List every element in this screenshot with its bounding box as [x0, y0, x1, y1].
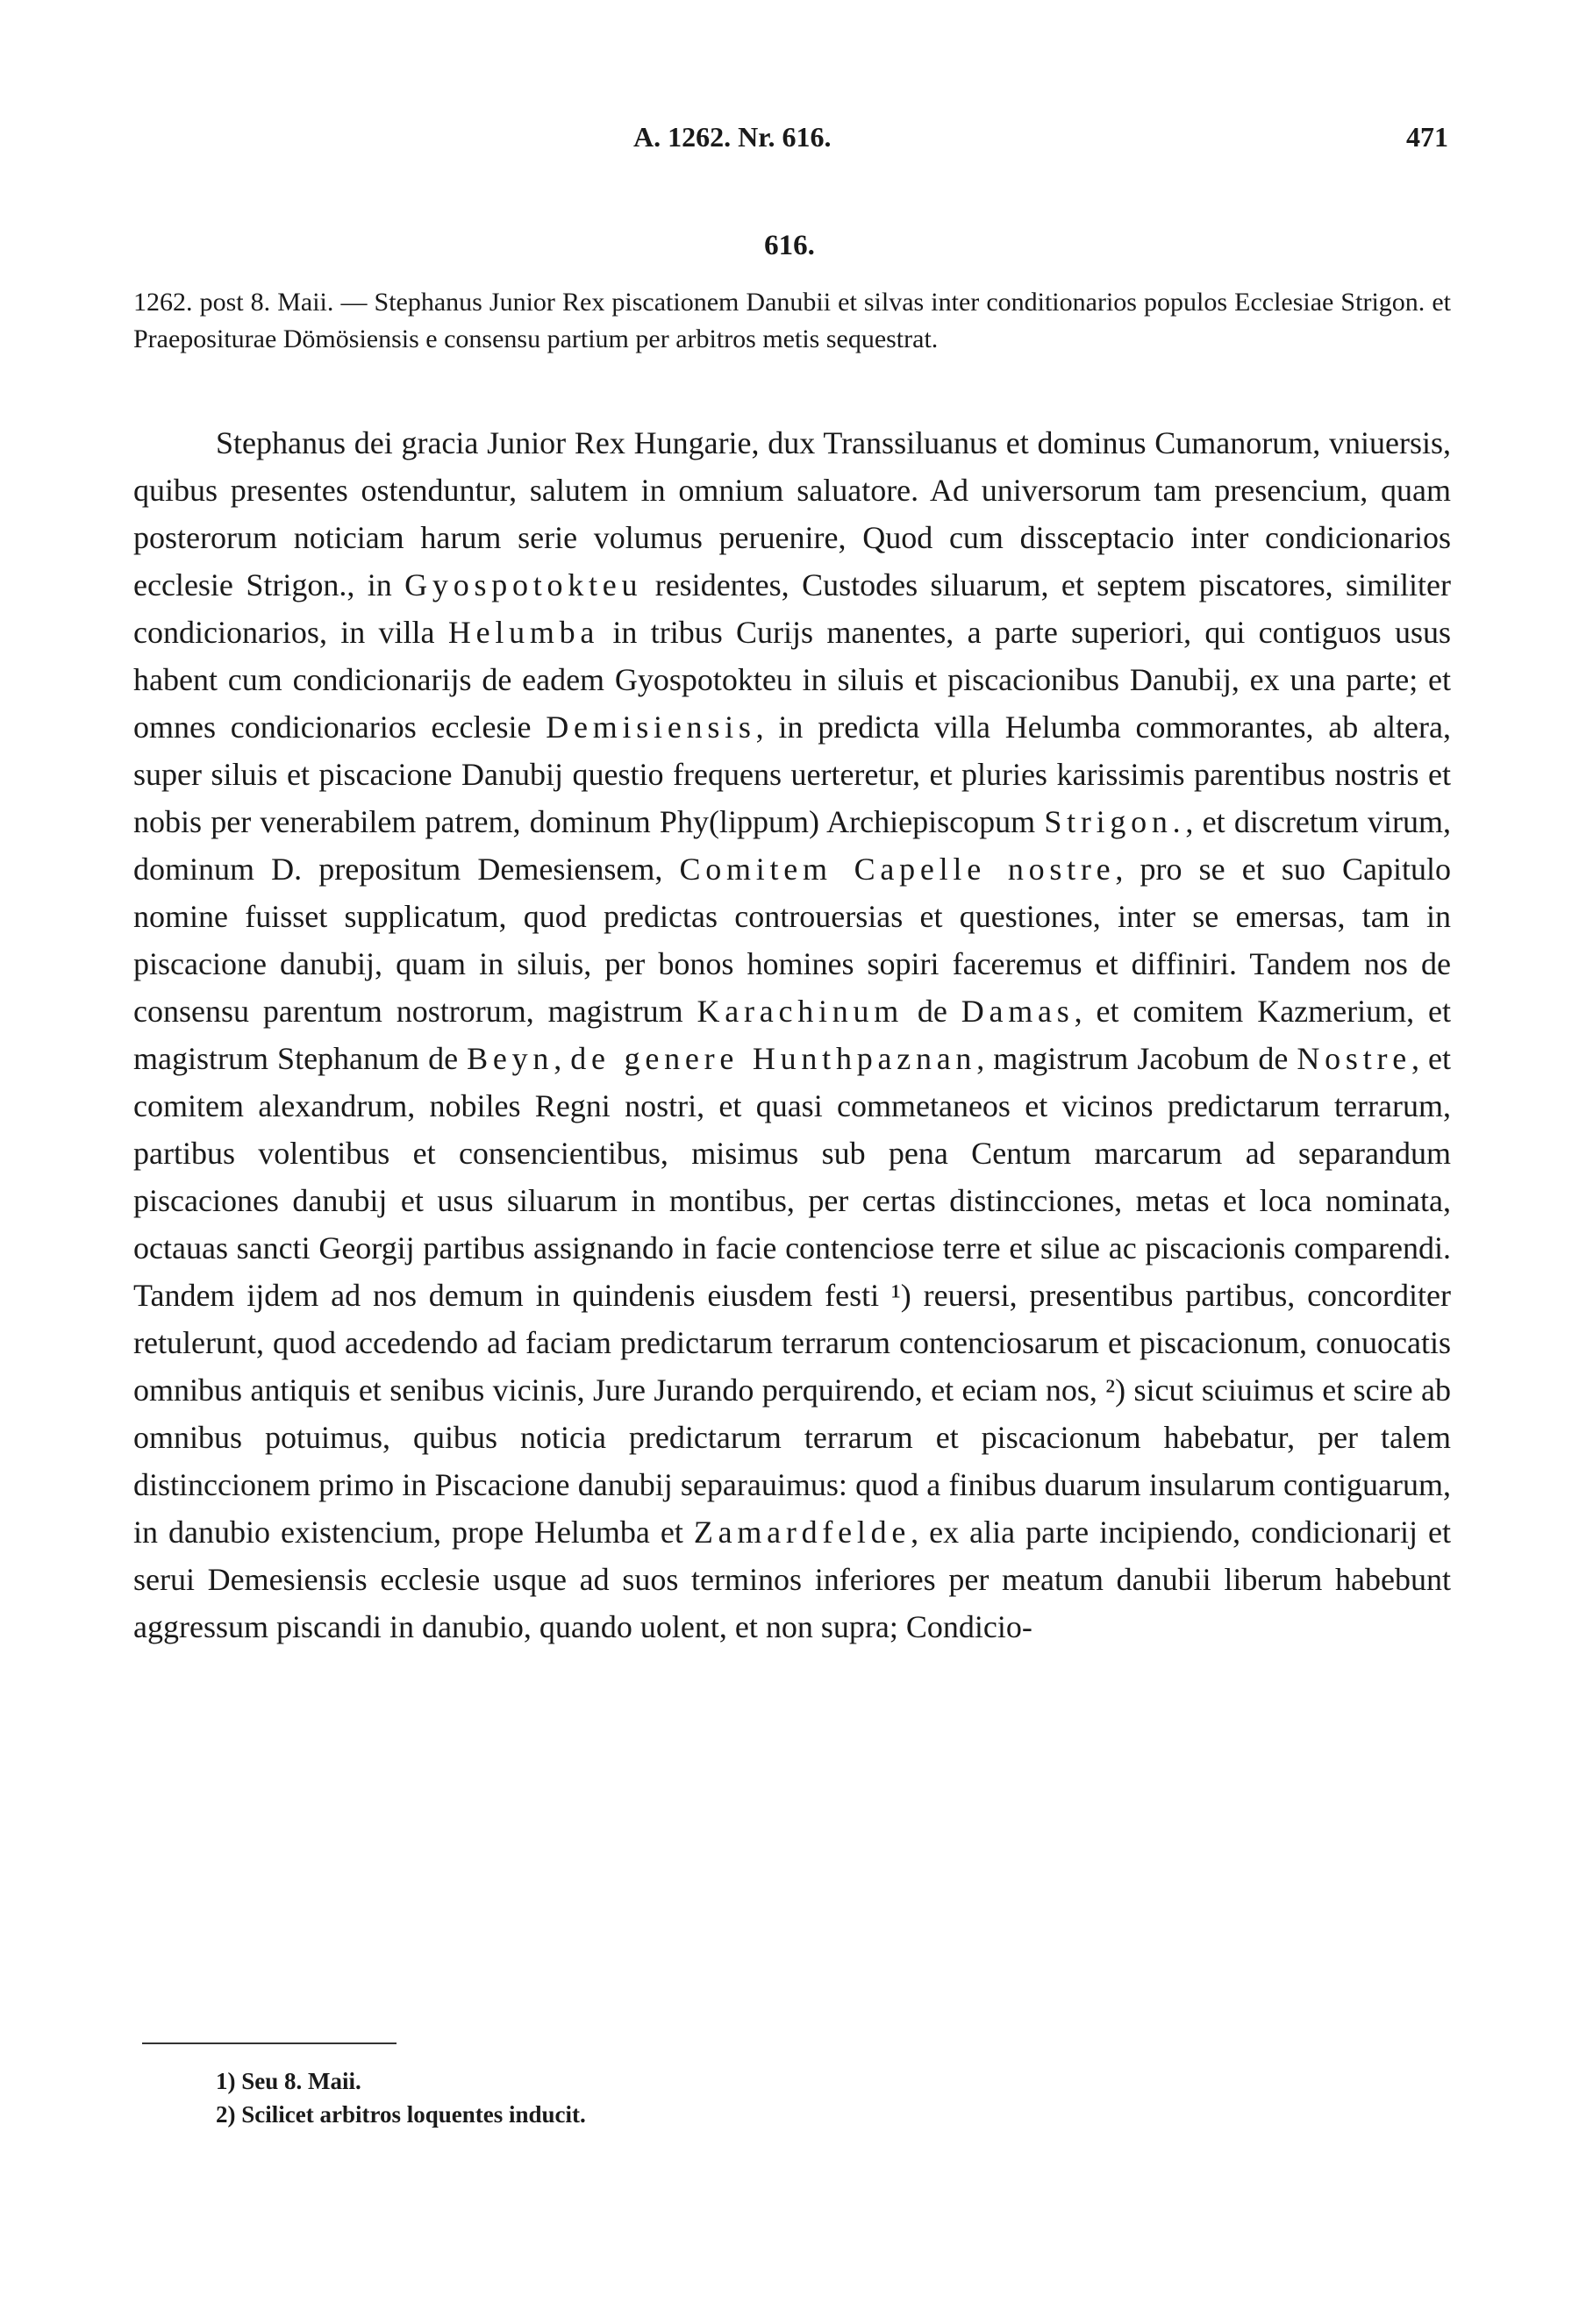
spaced-name: Zamardfelde — [693, 1515, 911, 1550]
text-segment: , in predicta villa Helumba commorantes, ab altera, super siluis et piscacione Danubij questio frequens uerteretur, et pluries karissimis parentibus nostris et nobis per venerabilem patrem, dominum Phy(lippum) Archiepiscopum — [133, 709, 1451, 839]
charter-text — [133, 419, 1451, 1650]
text-segment: de — [904, 994, 961, 1029]
page-header — [0, 121, 1579, 165]
spaced-name: Gyospotokteu — [404, 567, 643, 602]
footnotes — [216, 2064, 1268, 2131]
spaced-name: Comitem Capelle nostre — [679, 852, 1116, 887]
text-segment: , et discretum virum, dominum D. prepositum Demesiensem, — [133, 804, 1452, 887]
text-segment: , pro se et suo Capitulo nomine fuisset supplicatum, quod predictas controuersias et questiones, inter se emersas, tam in piscacione danubij, quam in siluis, per bonos homines sopiri faceremus et diffiniri. Tandem nos de consensu parentum nostrorum, magistrum — [133, 852, 1451, 1029]
footnote: 2) Scilicet arbitros loquentes inducit. — [216, 2101, 586, 2128]
spaced-name: Beyn — [467, 1041, 554, 1076]
text-segment: , magistrum Jacobum de — [976, 1041, 1297, 1076]
running-title: A. 1262. Nr. 616. — [633, 121, 832, 153]
spaced-name: Demisiensis — [546, 709, 756, 745]
text-segment: in tribus Curijs manentes, a parte superiori, qui contiguos usus habent cum condicionarijs de eadem Gyospotokteu in siluis et piscacionibus Danubij, ex una parte; et omnes condicionarios ecclesie — [133, 615, 1451, 745]
footnote-divider — [142, 2042, 397, 2044]
text-segment: Stephanus dei gracia Junior Rex Hungarie, dux Transsiluanus et dominus Cumanorum, vniuersis, quibus presentes ostenduntur, salutem in omnium saluatore. Ad universorum tam presencium, quam posterorum noticiam harum serie volumus peruenire, Quod cum dissceptacio inter condicionarios ecclesie Strigon., in — [133, 425, 1451, 602]
spaced-name: de genere Hunthpaznan — [570, 1041, 977, 1076]
spaced-name: Damas — [961, 994, 1075, 1029]
spaced-name: Karachinum — [697, 994, 904, 1029]
text-segment: , ex alia parte incipiendo, condicionarij et serui Demesiensis ecclesie usque ad suos terminos inferiores per meatum danubii liberum habebunt aggressum piscandi in danubio, quando uolent, et non supra; Condicio- — [133, 1515, 1452, 1644]
text-segment: , — [554, 1041, 571, 1076]
spaced-name: Nostre — [1297, 1041, 1411, 1076]
spaced-name: Helumba — [447, 615, 600, 650]
text-segment: residentes, Custodes siluarum, et septem piscatores, similiter condicionarios, in villa — [133, 567, 1452, 650]
text-segment: , et comitem alexandrum, nobiles Regni nostri, et quasi commetaneos et vicinos predictarum terrarum, partibus volentibus et consencientibus, misimus sub pena Centum marcarum ad separandum piscaciones danubij et usus siluarum in montibus, per certas distincciones, metas et loca nominata, octauas sancti Georgij partibus assignando in facie contenciose terre et silue ac piscacionis comparendi. Tandem ijdem ad nos demum in quindenis eiusdem festi ¹) reuersi, presentibus partibus, concorditer retulerunt, quod accedendo ad faciam predictarum terrarum contenciosarum et piscacionum, conuocatis omnibus antiquis et senibus vicinis, Jure Jurando perquirendo, et eciam nos, ²) sicut sciuimus et scire ab omnibus potuimus, quibus noticia predictarum terrarum et piscacionum habebatur, per talem distinccionem primo in Piscacione danubij separauimus: quod a finibus duarum insularum contiguarum, in danubio existencium, prope Helumba et — [133, 1041, 1452, 1550]
regest-summary: 1262. post 8. Maii. — Stephanus Junior Rex piscationem Danubii et silvas inter conditionarios populos Ecclesiae Strigon. et Praepositurae Dömösiensis e consensu partium per arbitros metis sequestrat. — [133, 288, 1451, 353]
text-segment: , et comitem Kazmerium, et magistrum Stephanum de — [133, 994, 1452, 1076]
page-number: 471 — [1406, 121, 1448, 153]
footnote: 1) Seu 8. Maii. — [216, 2068, 361, 2094]
spaced-name: Strigon. — [1044, 804, 1186, 839]
document-number: 616. — [764, 230, 815, 261]
